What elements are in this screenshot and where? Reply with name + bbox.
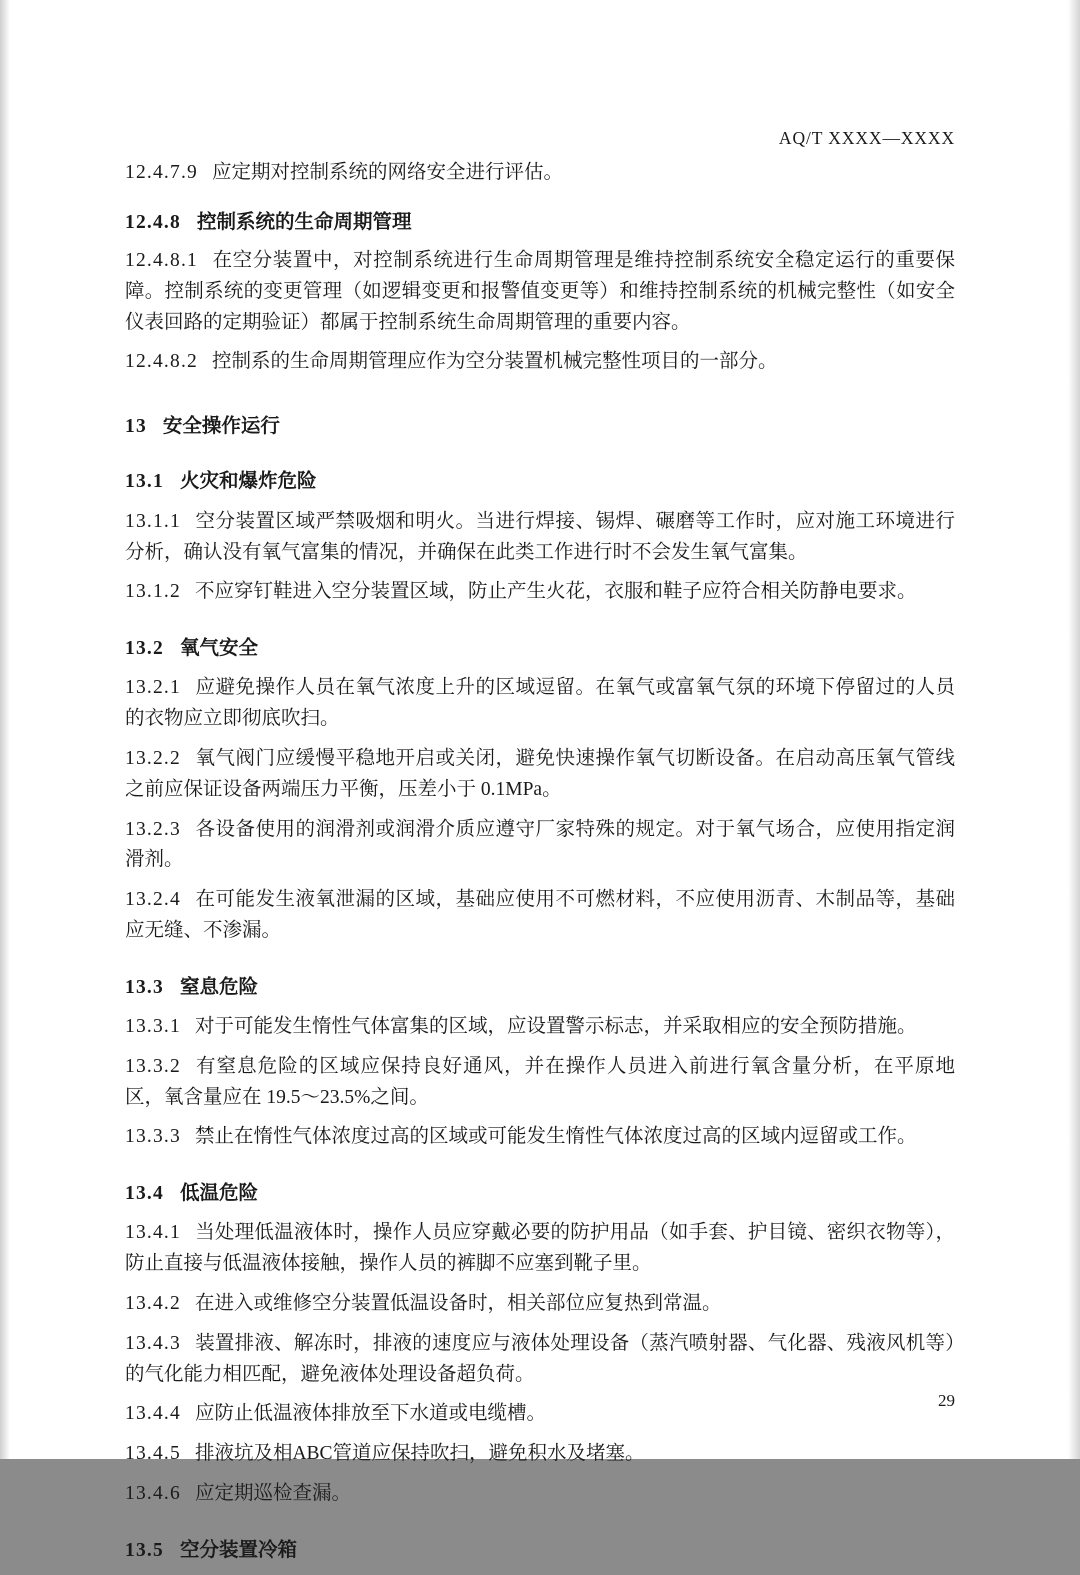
clause-paragraph (125, 885, 955, 947)
clause-number: 13.1.2 (125, 581, 181, 603)
clause-paragraph (125, 1439, 955, 1470)
clause-number: 13.2.1 (125, 677, 181, 699)
clause-text: 在可能发生液氧泄漏的区域，基础应使用不可燃材料，不应使用沥青、木制品等，基础应无缝、不渗漏。 (125, 889, 955, 941)
clause-paragraph (125, 1052, 955, 1114)
clause-number: 13.4 (125, 1183, 164, 1205)
page-left-edge-shadow (0, 0, 10, 1459)
clause-number: 13.4.1 (125, 1222, 181, 1244)
clause-number: 13.2.4 (125, 889, 181, 911)
clause-number: 13.1 (125, 471, 164, 493)
clause-paragraph (125, 1399, 955, 1430)
page-right-edge-shadow (1068, 0, 1080, 1459)
clause-text: 有窒息危险的区域应保持良好通风，并在操作人员进入前进行氧含量分析，在平原地区，氧含量应在 19.5～23.5%之间。 (125, 1055, 955, 1108)
clause-number: 13.2.3 (125, 818, 181, 840)
clause-number: 13.5 (125, 1539, 164, 1561)
clause-paragraph (125, 1479, 955, 1510)
clause-number: 13.4.2 (125, 1293, 181, 1315)
clause-number: 13.3.2 (125, 1055, 181, 1077)
clause-text: 对于可能发生惰性气体富集的区域，应设置警示标志，并采取相应的安全预防措施。 (194, 1016, 917, 1037)
clause-number: 13.4.6 (125, 1483, 181, 1505)
clause-number: 13.1.1 (125, 510, 181, 532)
section-heading-text: 火灾和爆炸危险 (179, 471, 317, 493)
clause-text: 控制系的生命周期管理应作为空分装置机械完整性项目的一部分。 (211, 351, 778, 373)
clause-text: 应避免操作人员在氧气浓度上升的区域逗留。在氧气或富氧气氛的环境下停留过的人员的衣物应立即彻底吹扫。 (125, 677, 955, 730)
section-heading-text: 安全操作运行 (162, 416, 280, 438)
clause-number: 13.2.2 (125, 747, 181, 769)
section-heading-text: 氧气安全 (179, 638, 258, 660)
clause-text: 氧气阀门应缓慢平稳地开启或关闭，避免快速操作氧气切断设备。在启动高压氧气管线之前应保证设备两端压力平衡，压差小于 0.1MPa。 (125, 747, 955, 800)
page-number: 29 (938, 1391, 955, 1410)
clause-paragraph (125, 577, 955, 608)
section-heading-text: 低温危险 (179, 1183, 258, 1205)
clause-text: 当处理低温液体时，操作人员应穿戴必要的防护用品（如手套、护目镜、密织衣物等），防止直接与低温液体接触，操作人员的裤脚不应塞到靴子里。 (125, 1222, 955, 1275)
document-header-code: AQ/T XXXX—XXXX (778, 128, 955, 148)
clause-number: 13.4.5 (125, 1443, 181, 1465)
section-heading-text: 空分装置冷箱 (179, 1539, 297, 1561)
section-heading-text: 控制系统的生命周期管理 (196, 211, 412, 233)
section-heading (125, 412, 955, 441)
clause-paragraph (125, 815, 955, 877)
clause-text: 应定期巡检查漏。 (194, 1483, 351, 1505)
section-heading (125, 1536, 955, 1565)
clause-number: 13.4.3 (125, 1332, 181, 1354)
clause-number: 13.3.1 (125, 1016, 181, 1037)
clause-text: 装置排液、解冻时，排液的速度应与液体处理设备（蒸汽喷射器、气化器、残液风机等）的气化能力相匹配，避免液体处理设备超负荷。 (125, 1332, 955, 1385)
clause-text: 在空分装置中，对控制系统进行生命周期管理是维持控制系统安全稳定运行的重要保障。控制系统的变更管理（如逻辑变更和报警值变更等）和维持控制系统的机械完整性（如安全仪表回路的定期验证）都属于控制系统生命周期管理的重要内容。 (125, 250, 955, 333)
section-heading (125, 973, 955, 1002)
clause-paragraph (125, 347, 955, 378)
clause-number: 12.4.8 (125, 211, 181, 233)
section-heading (125, 1179, 955, 1208)
clause-number: 13.4.4 (125, 1403, 181, 1425)
clause-text: 应防止低温液体排放至下水道或电缆槽。 (194, 1403, 546, 1425)
clause-text: 各设备使用的润滑剂或润滑介质应遵守厂家特殊的规定。对于氧气场合，应使用指定润滑剂。 (125, 818, 955, 871)
clause-text: 在进入或维修空分装置低温设备时，相关部位应复热到常温。 (194, 1293, 722, 1315)
clause-number: 12.4.8.2 (125, 351, 198, 373)
clause-paragraph (125, 1329, 955, 1391)
clause-paragraph (125, 246, 955, 338)
clause-text: 空分装置区域严禁吸烟和明火。当进行焊接、锡焊、碾磨等工作时，应对施工环境进行分析，确认没有氧气富集的情况，并确保在此类工作进行时不会发生氧气富集。 (125, 510, 955, 563)
clause-number: 12.4.7.9 (125, 162, 198, 183)
clause-number: 13.3.3 (125, 1126, 181, 1148)
clause-paragraph (125, 1218, 955, 1280)
clause-paragraph (125, 158, 955, 189)
clause-text: 排液坑及相ABC管道应保持吹扫，避免积水及堵塞。 (194, 1443, 645, 1465)
document-body (125, 158, 955, 1565)
clause-text: 禁止在惰性气体浓度过高的区域或可能发生惰性气体浓度过高的区域内逗留或工作。 (194, 1126, 917, 1148)
section-heading (125, 208, 955, 237)
clause-paragraph (125, 744, 955, 806)
clause-number: 13.3 (125, 976, 164, 998)
clause-text: 不应穿钉鞋进入空分装置区域，防止产生火花，衣服和鞋子应符合相关防静电要求。 (194, 581, 917, 603)
clause-paragraph (125, 1289, 955, 1320)
clause-paragraph (125, 507, 955, 569)
clause-number: 12.4.8.1 (125, 250, 198, 272)
clause-number: 13 (125, 416, 147, 438)
clause-paragraph (125, 673, 955, 735)
section-heading (125, 467, 955, 496)
clause-paragraph (125, 1012, 955, 1043)
clause-text: 应定期对控制系统的网络安全进行评估。 (211, 162, 563, 183)
section-heading-text: 窒息危险 (179, 976, 258, 998)
clause-paragraph (125, 1122, 955, 1153)
section-heading (125, 634, 955, 663)
page-content (125, 0, 955, 1575)
clause-number: 13.2 (125, 638, 164, 660)
